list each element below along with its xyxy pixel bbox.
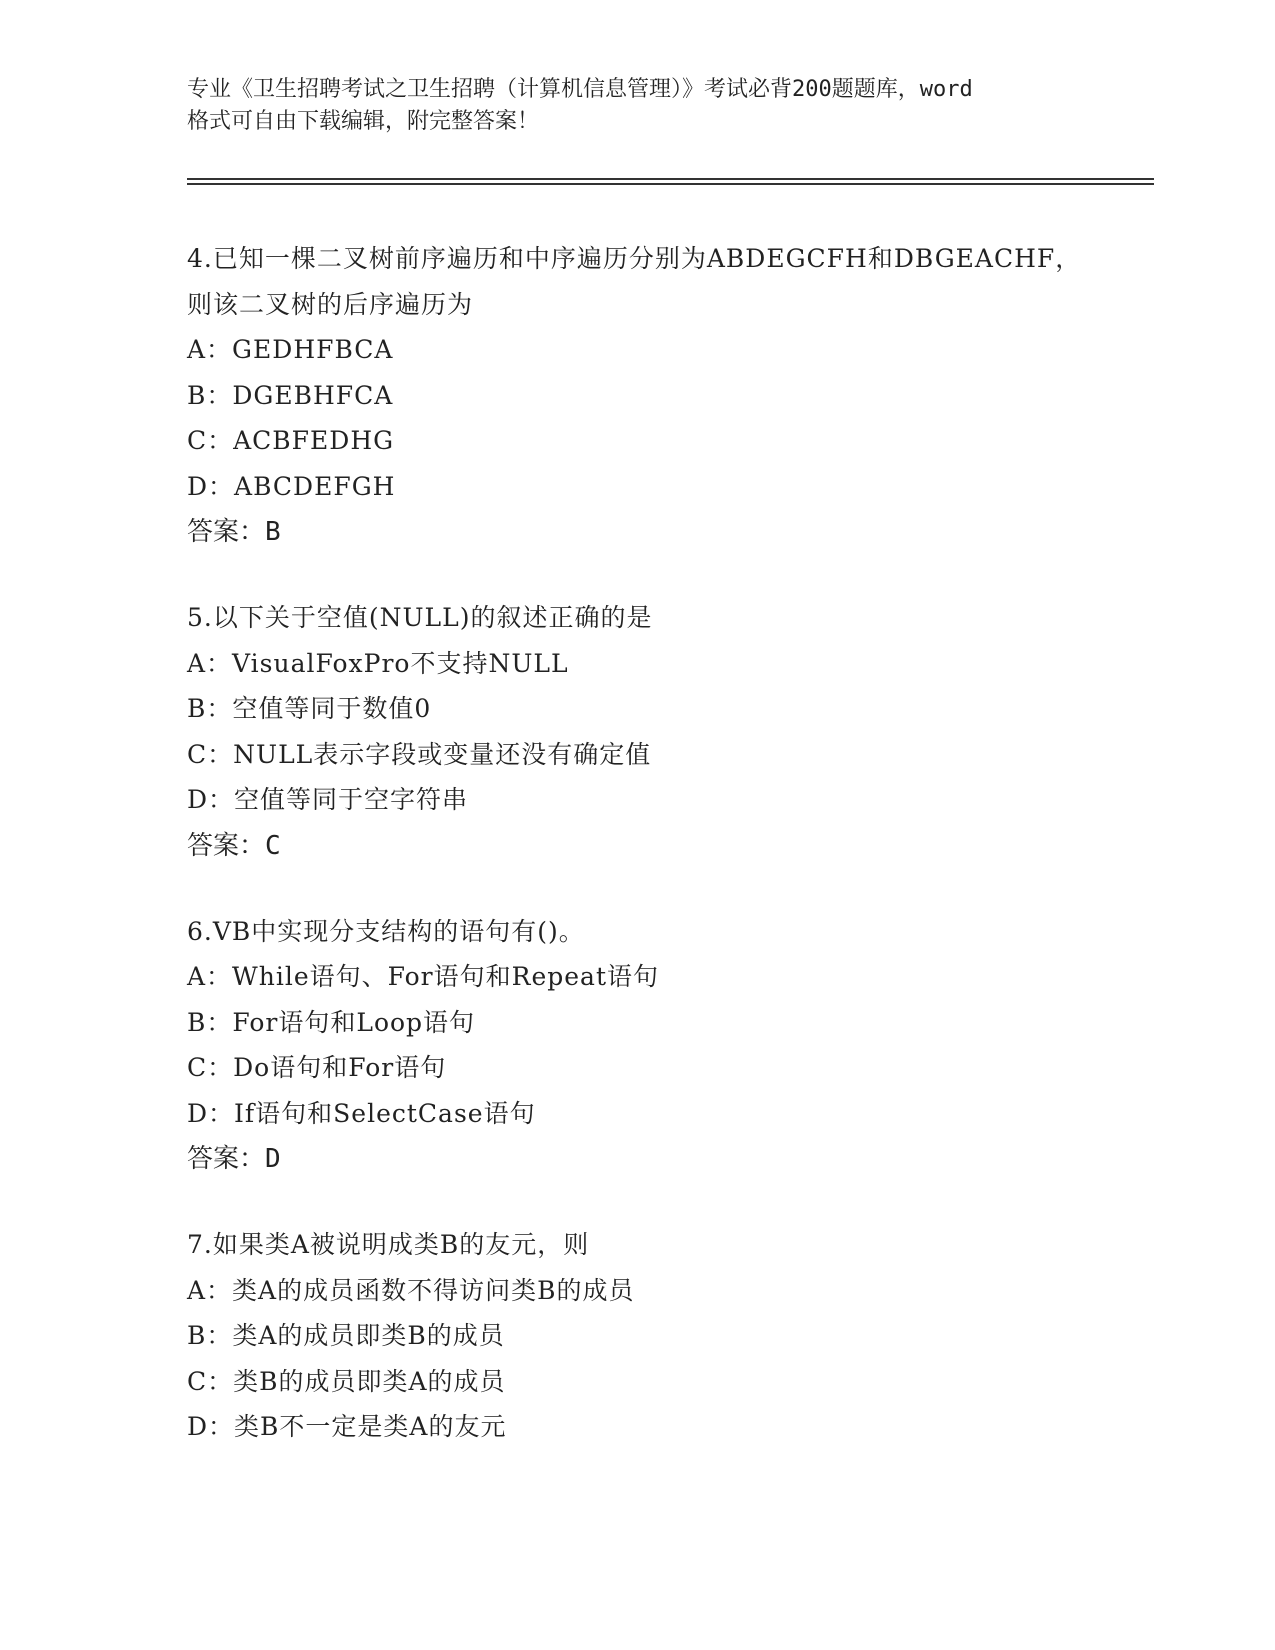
question-stem-line-1: 4.已知一棵二叉树前序遍历和中序遍历分别为ABDEGCFH和DBGEACHF， [187,244,1082,273]
question-5 [187,595,1147,869]
header-line-1: 专业《卫生招聘考试之卫生招聘（计算机信息管理）》考试必背200题题库，word [187,77,973,102]
option-b: B：空值等同于数值0 [187,694,432,723]
option-c: C：类B的成员即类A的成员 [187,1366,506,1396]
question-stem-line-2: 则该二叉树的后序遍历为 [187,289,474,319]
option-d: D：ABCDEFGH [187,471,396,501]
question-stem-line-1: 6.VB中实现分支结构的语句有()。 [187,916,585,946]
header-divider-top [187,178,1154,180]
option-a: A：VisualFoxPro不支持NULL [187,648,569,678]
question-stem-line-1: 5.以下关于空值(NULL)的叙述正确的是 [187,603,653,632]
header-divider-bottom [187,183,1154,185]
question-stem-line-1: 7.如果类A被说明成类B的友元，则 [187,1230,590,1259]
answer: 答案：C [187,830,281,861]
answer: 答案：B [187,517,281,547]
option-b: B：DGEBHFCA [187,380,394,410]
question-list [187,236,1147,1490]
option-a: A：While语句、For语句和Repeat语句 [187,962,659,991]
option-c: C：NULL表示字段或变量还没有确定值 [187,739,652,769]
option-c: C：Do语句和For语句 [187,1053,447,1082]
document-header [187,74,1087,138]
option-d: D：空值等同于空字符串 [187,785,469,814]
option-c: C：ACBFEDHG [187,426,395,455]
question-7 [187,1222,1147,1450]
option-b: B：For语句和Loop语句 [187,1007,476,1037]
option-a: A：GEDHFBCA [187,335,394,364]
option-b: B：类A的成员即类B的成员 [187,1321,505,1350]
question-6 [187,909,1147,1183]
header-line-2: 格式可自由下载编辑，附完整答案！ [187,109,540,134]
option-d: D：If语句和SelectCase语句 [187,1098,536,1128]
answer: 答案：D [187,1144,281,1174]
option-d: D：类B不一定是类A的友元 [187,1412,507,1441]
question-4 [187,236,1147,555]
option-a: A：类A的成员函数不得访问类B的成员 [187,1275,635,1305]
